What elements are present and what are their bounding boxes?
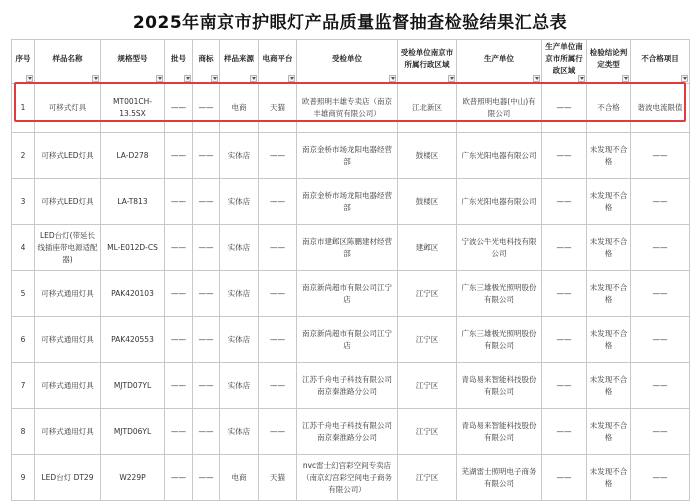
table-cell[interactable]: 不合格	[587, 84, 631, 133]
table-row	[12, 133, 690, 179]
table-cell[interactable]: ——	[542, 133, 587, 179]
header-cell: 电商平台	[259, 40, 297, 84]
table-cell[interactable]: 欧普照明丰雄专卖店（南京丰雄商贸有限公司）	[297, 84, 398, 133]
table-cell[interactable]: 江北新区	[398, 84, 457, 133]
table-cell[interactable]: ——	[259, 409, 297, 455]
table-cell[interactable]: 南京新尚超市有限公司江宁店	[297, 271, 398, 317]
table-cell[interactable]: 9	[12, 455, 35, 501]
table-cell[interactable]: 实体店	[220, 409, 259, 455]
table-cell[interactable]: 可移式通用灯具	[35, 271, 101, 317]
table-cell[interactable]: 江宁区	[398, 455, 457, 501]
header-cell: 检验结论判定类型	[587, 40, 631, 84]
table-row	[12, 317, 690, 363]
table-cell[interactable]: ——	[193, 409, 220, 455]
table-cell[interactable]: ——	[542, 179, 587, 225]
table-row	[12, 363, 690, 409]
table-cell[interactable]: ——	[193, 179, 220, 225]
table-cell[interactable]: 可移式LED灯具	[35, 133, 101, 179]
table-cell[interactable]: 青岛易来智能科技股份有限公司	[457, 409, 542, 455]
table-cell[interactable]: ——	[165, 179, 193, 225]
table-cell[interactable]: ——	[631, 455, 690, 501]
table-cell[interactable]: ——	[165, 133, 193, 179]
table-cell[interactable]: ——	[165, 271, 193, 317]
header-cell: 商标	[193, 40, 220, 84]
table-cell[interactable]: ——	[259, 271, 297, 317]
table-cell[interactable]: 广东光阳电器有限公司	[457, 133, 542, 179]
filter-dropdown-icon[interactable]	[389, 75, 396, 82]
table-cell[interactable]: 鼓楼区	[398, 133, 457, 179]
table-cell[interactable]: 江苏千舟电子科技有限公司南京秦淮路分公司	[297, 363, 398, 409]
table-row	[12, 225, 690, 271]
table-cell[interactable]: 可移式灯具	[35, 84, 101, 133]
table-cell[interactable]: LA-T813	[101, 179, 165, 225]
table-cell[interactable]: 3	[12, 179, 35, 225]
table-cell[interactable]: ——	[542, 225, 587, 271]
filter-dropdown-icon[interactable]	[184, 75, 191, 82]
table-cell[interactable]: ——	[165, 84, 193, 133]
table-cell[interactable]: ——	[193, 225, 220, 271]
table-cell[interactable]: ——	[259, 179, 297, 225]
table-cell[interactable]: 南京金桥市场龙阳电器经营部	[297, 179, 398, 225]
table-cell[interactable]: 2	[12, 133, 35, 179]
header-cell: 批号	[165, 40, 193, 84]
filter-dropdown-icon[interactable]	[250, 75, 257, 82]
table-cell[interactable]: ML-E012D-CS	[101, 225, 165, 271]
page-title: 2025年南京市护眼灯产品质量监督抽查检验结果汇总表	[132, 13, 568, 33]
table-cell[interactable]: ——	[165, 317, 193, 363]
table-cell[interactable]: ——	[631, 133, 690, 179]
table-cell[interactable]: ——	[542, 271, 587, 317]
table-cell[interactable]: 实体店	[220, 179, 259, 225]
table-cell[interactable]: ——	[259, 317, 297, 363]
table-cell[interactable]: 南京市建邺区陈鹏建材经营部	[297, 225, 398, 271]
table-cell[interactable]: 宁波公牛光电科技有限公司	[457, 225, 542, 271]
table-row	[12, 84, 690, 133]
table-cell[interactable]: 建邺区	[398, 225, 457, 271]
table-cell[interactable]: 青岛易来智能科技股份有限公司	[457, 363, 542, 409]
filter-dropdown-icon[interactable]	[92, 75, 99, 82]
table-cell[interactable]: MT001CH-13.5SX	[101, 84, 165, 133]
table-row	[12, 271, 690, 317]
table-cell[interactable]: PAK420553	[101, 317, 165, 363]
table-cell[interactable]: 广东三雄极光照明股份有限公司	[457, 271, 542, 317]
table-cell[interactable]: ——	[631, 317, 690, 363]
filter-dropdown-icon[interactable]	[578, 75, 585, 82]
table-cell[interactable]: ——	[193, 455, 220, 501]
table-cell[interactable]: 8	[12, 409, 35, 455]
filter-dropdown-icon[interactable]	[622, 75, 629, 82]
table-cell[interactable]: ——	[193, 271, 220, 317]
table-cell[interactable]: 实体店	[220, 133, 259, 179]
table-cell[interactable]: 实体店	[220, 225, 259, 271]
table-cell[interactable]: 天猫	[259, 455, 297, 501]
header-cell: 不合格项目	[631, 40, 690, 84]
table-cell[interactable]: ——	[193, 317, 220, 363]
table-cell[interactable]: nvc雷士幻宫彩空间专卖店（南京幻宫彩空间电子商务有限公司）	[297, 455, 398, 501]
table-cell[interactable]: 可移式LED灯具	[35, 179, 101, 225]
table-cell[interactable]: 电商	[220, 84, 259, 133]
table-cell[interactable]: ——	[193, 363, 220, 409]
table-cell[interactable]: 广东光阳电器有限公司	[457, 179, 542, 225]
table-cell[interactable]: 可移式通用灯具	[35, 409, 101, 455]
table-cell[interactable]: ——	[193, 84, 220, 133]
filter-dropdown-icon[interactable]	[211, 75, 218, 82]
table-cell[interactable]: 未发现不合格	[587, 363, 631, 409]
table-cell[interactable]: ——	[165, 409, 193, 455]
table-cell[interactable]: 江宁区	[398, 409, 457, 455]
table-cell[interactable]: ——	[165, 225, 193, 271]
table-cell[interactable]: 江宁区	[398, 363, 457, 409]
header-cell: 生产单位南京市所属行政区域	[542, 40, 587, 84]
table-cell[interactable]: LED台灯(带延长线插座带电源适配器)	[35, 225, 101, 271]
table-cell[interactable]: ——	[631, 271, 690, 317]
filter-dropdown-icon[interactable]	[156, 75, 163, 82]
table-cell[interactable]: 电商	[220, 455, 259, 501]
table-cell[interactable]: 南京新尚超市有限公司江宁店	[297, 317, 398, 363]
header-cell: 受检单位	[297, 40, 398, 84]
table-cell[interactable]: 实体店	[220, 363, 259, 409]
table-cell[interactable]: ——	[542, 317, 587, 363]
table-cell[interactable]: 未发现不合格	[587, 271, 631, 317]
table-cell[interactable]: W229P	[101, 455, 165, 501]
table-row	[12, 179, 690, 225]
table-cell[interactable]: ——	[631, 363, 690, 409]
table-cell[interactable]: 未发现不合格	[587, 225, 631, 271]
table-cell[interactable]: ——	[542, 409, 587, 455]
table-cell[interactable]: 欧普照明电器(中山)有限公司	[457, 84, 542, 133]
table-cell[interactable]: ——	[542, 363, 587, 409]
filter-dropdown-icon[interactable]	[288, 75, 295, 82]
table-cell[interactable]: MJTD06YL	[101, 409, 165, 455]
header-cell: 样品名称	[35, 40, 101, 84]
table-cell[interactable]: 1	[12, 84, 35, 133]
filter-dropdown-icon[interactable]	[681, 75, 688, 82]
table-cell[interactable]: ——	[631, 409, 690, 455]
filter-dropdown-icon[interactable]	[533, 75, 540, 82]
table-cell[interactable]: 江苏千舟电子科技有限公司南京秦淮路分公司	[297, 409, 398, 455]
table-cell[interactable]: 6	[12, 317, 35, 363]
table-cell[interactable]: ——	[631, 179, 690, 225]
table-cell[interactable]: ——	[542, 84, 587, 133]
table-cell[interactable]: LA-D278	[101, 133, 165, 179]
results-table	[11, 39, 690, 501]
table-cell[interactable]: 江宁区	[398, 317, 457, 363]
table-cell[interactable]: ——	[259, 225, 297, 271]
table-row	[12, 409, 690, 455]
header-cell: 受检单位南京市所属行政区域	[398, 40, 457, 84]
table-row	[12, 455, 690, 501]
filter-dropdown-icon[interactable]	[448, 75, 455, 82]
table-cell[interactable]: 江宁区	[398, 271, 457, 317]
table-cell[interactable]: 5	[12, 271, 35, 317]
table-cell[interactable]: ——	[542, 455, 587, 501]
table-cell[interactable]: ——	[259, 363, 297, 409]
table-cell[interactable]: ——	[193, 133, 220, 179]
table-cell[interactable]: LED台灯 DT29	[35, 455, 101, 501]
table-cell[interactable]: 南京金桥市场龙阳电器经营部	[297, 133, 398, 179]
header-cell: 样品来源	[220, 40, 259, 84]
table-cell[interactable]: 未发现不合格	[587, 455, 631, 501]
table-cell[interactable]: 可移式通用灯具	[35, 363, 101, 409]
filter-dropdown-icon[interactable]	[26, 75, 33, 82]
header-cell: 规格型号	[101, 40, 165, 84]
table-cell[interactable]: 4	[12, 225, 35, 271]
table-cell[interactable]: ——	[631, 225, 690, 271]
table-cell[interactable]: ——	[165, 363, 193, 409]
table-cell[interactable]: 鼓楼区	[398, 179, 457, 225]
header-row	[12, 40, 690, 84]
table-cell[interactable]: 实体店	[220, 271, 259, 317]
table-cell[interactable]: ——	[165, 455, 193, 501]
table-cell[interactable]: 未发现不合格	[587, 317, 631, 363]
table-cell[interactable]: 未发现不合格	[587, 133, 631, 179]
table-cell[interactable]: 可移式通用灯具	[35, 317, 101, 363]
table-cell[interactable]: 7	[12, 363, 35, 409]
table-cell[interactable]: 未发现不合格	[587, 179, 631, 225]
header-cell: 生产单位	[457, 40, 542, 84]
table-cell[interactable]: PAK420103	[101, 271, 165, 317]
header-cell: 序号	[12, 40, 35, 84]
table-cell[interactable]: 实体店	[220, 317, 259, 363]
table-cell[interactable]: 广东三雄极光照明股份有限公司	[457, 317, 542, 363]
table-cell[interactable]: 谐波电流限值	[631, 84, 690, 133]
table-cell[interactable]: 芜湖雷士照明电子商务有限公司	[457, 455, 542, 501]
table-cell[interactable]: MJTD07YL	[101, 363, 165, 409]
table-cell[interactable]: 未发现不合格	[587, 409, 631, 455]
table-cell[interactable]: 天猫	[259, 84, 297, 133]
table-cell[interactable]: ——	[259, 133, 297, 179]
